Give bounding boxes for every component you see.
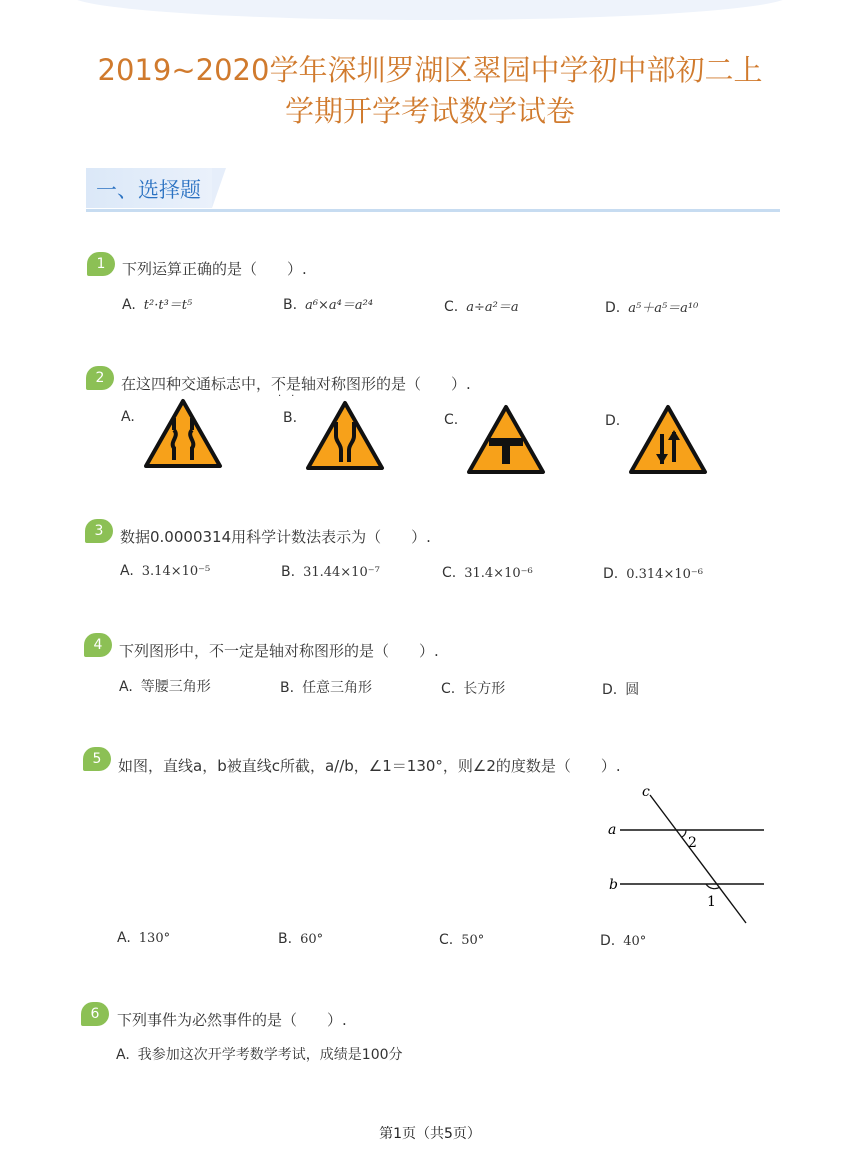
option-d[interactable]	[602, 679, 639, 699]
option-c[interactable]	[444, 412, 466, 428]
option-d[interactable]	[600, 933, 646, 949]
page-title-line2: 学期开学考试数学试卷	[284, 94, 575, 128]
option-b[interactable]	[283, 410, 305, 426]
option-key: D.	[603, 566, 619, 582]
question-number-badge: 6	[81, 1002, 109, 1026]
option-c[interactable]	[439, 932, 484, 948]
question-number-badge: 4	[84, 633, 112, 657]
option-key: B.	[280, 680, 295, 696]
option-key: D.	[602, 682, 618, 698]
option-value: 60°	[300, 932, 324, 947]
option-key: D.	[600, 933, 616, 949]
angle-2-label: 2	[688, 835, 697, 851]
option-key: A.	[122, 297, 136, 313]
question-number-badge: 2	[86, 366, 114, 390]
option-key: B.	[281, 564, 296, 580]
option-a[interactable]	[122, 294, 192, 313]
option-key: C.	[442, 565, 457, 581]
option-b[interactable]	[280, 677, 372, 697]
section-label: 一、选择题	[96, 178, 201, 202]
option-d[interactable]	[605, 297, 698, 316]
question-number-badge: 5	[83, 747, 111, 771]
option-a[interactable]	[119, 676, 211, 696]
option-value: 3.14×10⁻⁵	[141, 564, 211, 579]
question-number-badge: 3	[85, 519, 113, 543]
option-value: t²·t³＝t⁵	[143, 298, 193, 313]
option-c[interactable]	[442, 565, 533, 581]
option-a[interactable]	[116, 1044, 403, 1064]
option-c[interactable]	[444, 296, 519, 315]
option-key: C.	[441, 681, 456, 697]
section-divider	[86, 209, 780, 212]
label-b: b	[609, 877, 618, 893]
option-value: 130°	[138, 931, 171, 946]
question-text: 数据0.0000314用科学计数法表示为（ ）.	[120, 528, 431, 546]
option-key: A.	[120, 563, 134, 579]
label-a: a	[608, 822, 617, 838]
option-value: 50°	[461, 933, 485, 948]
parallel-lines-figure	[600, 780, 775, 930]
option-key: C.	[439, 932, 454, 948]
question-text: 如图，直线a，b被直线c所截，a//b，∠1＝130°，则∠2的度数是（ ）.	[118, 757, 621, 775]
question-text: 下列事件为必然事件的是（ ）.	[117, 1011, 347, 1029]
page-title-line1: 2019~2020学年深圳罗湖区翠园中学初中部初二上	[97, 53, 763, 87]
section-header	[86, 168, 780, 214]
option-key: A.	[121, 409, 135, 425]
option-value: 我参加这次开学考数学考试，成绩是100分	[137, 1047, 403, 1063]
option-d[interactable]	[603, 566, 703, 582]
option-a[interactable]	[121, 409, 143, 425]
option-key: B.	[283, 297, 298, 313]
option-value: 31.4×10⁻⁶	[464, 566, 533, 581]
option-key: B.	[278, 931, 293, 947]
option-b[interactable]	[278, 931, 323, 947]
top-decoration	[70, 0, 790, 20]
option-value: 圆	[625, 682, 640, 698]
option-key: A.	[117, 930, 131, 946]
option-d[interactable]	[605, 413, 628, 429]
option-a[interactable]	[117, 930, 170, 946]
option-value: 40°	[623, 934, 647, 949]
angle-1-label: 1	[707, 894, 716, 910]
page-footer: 第1页（共5页）	[379, 1126, 481, 1142]
option-value: 等腰三角形	[140, 679, 211, 695]
option-key: C.	[444, 299, 459, 315]
option-value: a⁶×a⁴＝a²⁴	[305, 298, 374, 313]
emphasis-dots: · ·	[278, 391, 295, 402]
option-b[interactable]	[283, 294, 373, 313]
traffic-sign-two-way-icon	[628, 404, 708, 476]
option-value: a⁵＋a⁵＝a¹⁰	[628, 301, 699, 316]
option-key: D.	[605, 413, 621, 429]
option-b[interactable]	[281, 564, 380, 580]
traffic-sign-narrow-both-sides-icon	[143, 398, 223, 470]
question-text: 下列运算正确的是（ ）.	[122, 260, 307, 278]
option-a[interactable]	[120, 563, 210, 579]
option-key: C.	[444, 412, 459, 428]
option-value: 0.314×10⁻⁶	[626, 567, 703, 582]
option-value: 31.44×10⁻⁷	[303, 565, 380, 580]
question-text: 下列图形中，不一定是轴对称图形的是（ ）.	[119, 642, 439, 660]
option-value: 任意三角形	[302, 680, 373, 696]
option-key: A.	[119, 679, 133, 695]
option-value: a÷a²＝a	[466, 300, 519, 315]
label-c: c	[642, 784, 650, 800]
question-text: 在这四种交通标志中，不是轴对称图形的是（ ）.	[121, 375, 471, 393]
option-value: 长方形	[463, 681, 506, 697]
traffic-sign-narrow-road-icon	[305, 400, 385, 472]
option-key: D.	[605, 300, 621, 316]
question-number-badge: 1	[87, 252, 115, 276]
traffic-sign-t-junction-icon	[466, 404, 546, 476]
option-key: A.	[116, 1047, 130, 1063]
option-c[interactable]	[441, 678, 505, 698]
option-key: B.	[283, 410, 298, 426]
